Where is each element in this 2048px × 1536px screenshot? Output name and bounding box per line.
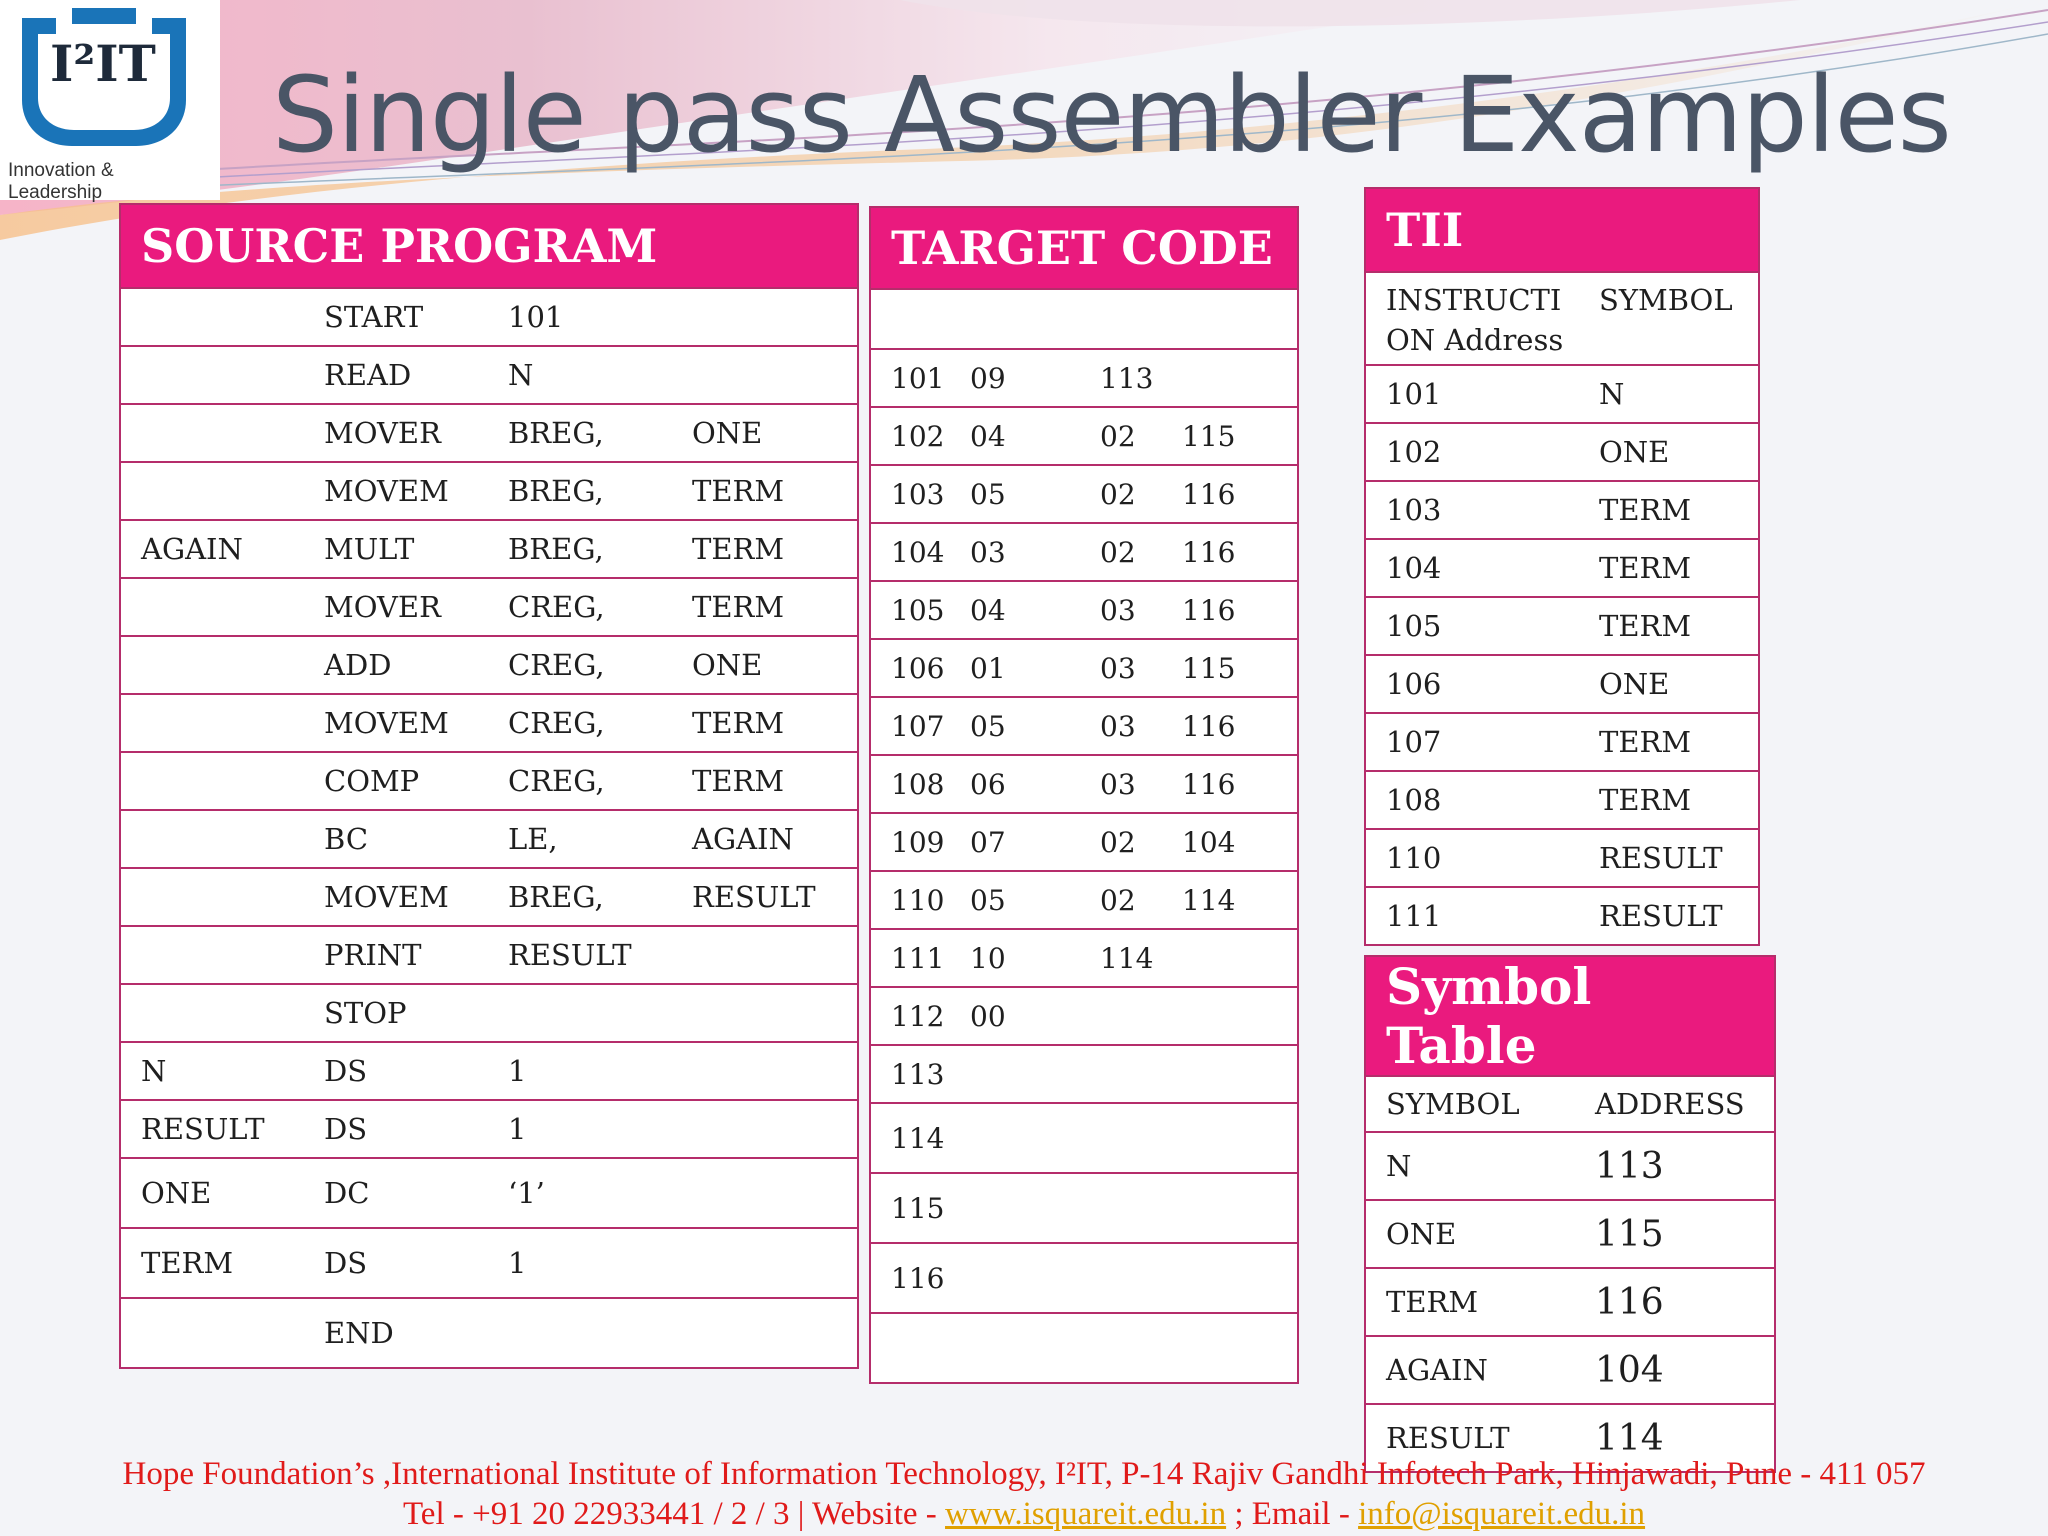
tii-row — [1365, 539, 1759, 597]
tii-cell: TERM — [1579, 539, 1759, 597]
target-code-cell: 02 — [1100, 523, 1182, 581]
source-program-cell — [120, 1298, 304, 1368]
target-code-cell — [1182, 929, 1298, 987]
source-program-cell: ONE — [672, 636, 858, 694]
target-code-cell: 110 — [870, 871, 970, 929]
target-code-cell: 03 — [1100, 755, 1182, 813]
symbol-table-col-symbol: SYMBOL — [1365, 1076, 1587, 1132]
target-code-cell: 02 — [1100, 407, 1182, 465]
target-code-cell: 116 — [1182, 755, 1298, 813]
tii-cell: 104 — [1365, 539, 1579, 597]
tii-cell: 101 — [1365, 365, 1579, 423]
target-code-table — [869, 206, 1299, 1384]
source-program-cell: TERM — [672, 520, 858, 578]
target-code-cell — [970, 1243, 1100, 1313]
source-program-table — [119, 203, 859, 1369]
target-code-cell: 07 — [970, 813, 1100, 871]
target-code-cell — [1100, 1045, 1182, 1103]
target-code-row — [870, 813, 1298, 871]
source-program-cell: 1 — [488, 1042, 672, 1100]
target-code-cell — [970, 1045, 1100, 1103]
target-code-cell: 116 — [1182, 581, 1298, 639]
source-program-cell: LE, — [488, 810, 672, 868]
source-program-body — [120, 288, 858, 1368]
target-code-cell: 116 — [1182, 465, 1298, 523]
target-code-row — [870, 465, 1298, 523]
tii-cell: 103 — [1365, 481, 1579, 539]
source-program-cell: ‘1’ — [488, 1158, 672, 1228]
target-code-cell: 108 — [870, 755, 970, 813]
target-code-cell: 05 — [970, 697, 1100, 755]
tii-cell: ONE — [1579, 423, 1759, 481]
target-code-cell: 115 — [870, 1173, 970, 1243]
target-code-cell: 116 — [1182, 523, 1298, 581]
tii-cell: 105 — [1365, 597, 1579, 655]
source-program-cell: BREG, — [488, 868, 672, 926]
target-code-row — [870, 987, 1298, 1045]
source-program-cell: BREG, — [488, 404, 672, 462]
target-code-cell — [870, 289, 970, 349]
target-code-cell — [1182, 1313, 1298, 1383]
target-code-cell: 02 — [1100, 465, 1182, 523]
symbol-table-row — [1365, 1336, 1775, 1404]
source-program-cell: TERM — [120, 1228, 304, 1298]
source-program-cell — [672, 1100, 858, 1158]
source-program-row — [120, 868, 858, 926]
source-program-cell — [120, 404, 304, 462]
tii-cell: 108 — [1365, 771, 1579, 829]
source-program-row — [120, 752, 858, 810]
source-program-row — [120, 1042, 858, 1100]
target-code-cell: 112 — [870, 987, 970, 1045]
target-code-cell — [1100, 289, 1182, 349]
tii-cell: 111 — [1365, 887, 1579, 945]
source-program-row — [120, 404, 858, 462]
tii-row — [1365, 887, 1759, 945]
source-program-cell: END — [304, 1298, 488, 1368]
source-program-cell: MOVEM — [304, 868, 488, 926]
tii-row — [1365, 481, 1759, 539]
target-code-cell: 01 — [970, 639, 1100, 697]
source-program-cell: 101 — [488, 288, 672, 346]
source-program-row — [120, 636, 858, 694]
tii-row — [1365, 365, 1759, 423]
source-program-cell: RESULT — [488, 926, 672, 984]
source-program-cell: TERM — [672, 694, 858, 752]
source-program-cell: BC — [304, 810, 488, 868]
tii-header: TII — [1365, 188, 1759, 272]
target-code-row — [870, 755, 1298, 813]
footer-tel: Tel - +91 20 22933441 / 2 / 3 | Website - — [402, 1496, 946, 1532]
source-program-cell — [672, 346, 858, 404]
source-program-cell: 1 — [488, 1228, 672, 1298]
target-code-cell: 113 — [1100, 349, 1182, 407]
source-program-cell: TERM — [672, 752, 858, 810]
target-code-cell: 115 — [1182, 407, 1298, 465]
target-code-row — [870, 407, 1298, 465]
tii-cell: N — [1579, 365, 1759, 423]
source-program-cell: MOVER — [304, 578, 488, 636]
tii-col-symbol: SYMBOL — [1579, 272, 1759, 365]
target-code-cell: 113 — [870, 1045, 970, 1103]
source-program-cell: MULT — [304, 520, 488, 578]
source-program-cell: TERM — [672, 578, 858, 636]
symbol-table-row — [1365, 1200, 1775, 1268]
source-program-cell — [488, 1298, 672, 1368]
source-program-cell: 1 — [488, 1100, 672, 1158]
target-code-row — [870, 289, 1298, 349]
source-program-row — [120, 346, 858, 404]
source-program-cell — [120, 868, 304, 926]
target-code-cell: 06 — [970, 755, 1100, 813]
source-program-cell: ONE — [672, 404, 858, 462]
target-code-row — [870, 929, 1298, 987]
target-code-cell — [1182, 289, 1298, 349]
target-code-row — [870, 1243, 1298, 1313]
target-code-cell: 104 — [870, 523, 970, 581]
source-program-cell: BREG, — [488, 520, 672, 578]
tii-row — [1365, 829, 1759, 887]
target-code-cell: 116 — [870, 1243, 970, 1313]
source-program-cell — [488, 984, 672, 1042]
symbol-table-row — [1365, 1268, 1775, 1336]
source-program-row — [120, 578, 858, 636]
target-code-row — [870, 1045, 1298, 1103]
footer-website-link[interactable]: www.isquareit.edu.in — [945, 1496, 1227, 1532]
source-program-cell — [120, 578, 304, 636]
target-code-cell: 111 — [870, 929, 970, 987]
target-code-row — [870, 349, 1298, 407]
target-code-cell: 109 — [870, 813, 970, 871]
source-program-header: SOURCE PROGRAM — [120, 204, 858, 288]
target-code-cell — [1182, 987, 1298, 1045]
footer-email-prefix: ; Email - — [1226, 1496, 1359, 1532]
source-program-cell — [672, 926, 858, 984]
target-code-cell — [970, 1103, 1100, 1173]
source-program-cell: COMP — [304, 752, 488, 810]
source-program-row — [120, 462, 858, 520]
source-program-cell — [672, 1158, 858, 1228]
tii-table — [1364, 187, 1760, 946]
footer-email-link[interactable]: info@isquareit.edu.in — [1358, 1496, 1646, 1532]
target-code-row — [870, 523, 1298, 581]
footer-contact — [0, 1496, 2048, 1533]
source-program-row — [120, 520, 858, 578]
target-code-cell: 09 — [970, 349, 1100, 407]
source-program-row — [120, 810, 858, 868]
target-code-cell — [970, 289, 1100, 349]
slide-title: Single pass Assembler Examples — [272, 54, 1951, 176]
source-program-cell — [120, 984, 304, 1042]
symbol-table-cell: RESULT — [1365, 1404, 1587, 1472]
tii-body — [1365, 272, 1759, 945]
target-code-cell — [1100, 1313, 1182, 1383]
source-program-cell: CREG, — [488, 752, 672, 810]
target-code-cell: 03 — [1100, 639, 1182, 697]
tii-cell: 110 — [1365, 829, 1579, 887]
symbol-table-cell: 104 — [1587, 1336, 1775, 1404]
target-code-cell — [1100, 1173, 1182, 1243]
target-code-cell: 107 — [870, 697, 970, 755]
target-code-row — [870, 581, 1298, 639]
tii-row — [1365, 713, 1759, 771]
source-program-cell: DS — [304, 1042, 488, 1100]
source-program-cell: ADD — [304, 636, 488, 694]
source-program-cell — [672, 288, 858, 346]
tii-cell: ONE — [1579, 655, 1759, 713]
logo-mark-text: I²IT — [50, 34, 156, 93]
target-code-cell: 03 — [1100, 697, 1182, 755]
symbol-table-cell: 114 — [1587, 1404, 1775, 1472]
target-code-cell: 101 — [870, 349, 970, 407]
target-code-cell — [1182, 1045, 1298, 1103]
target-code-cell: 00 — [970, 987, 1100, 1045]
source-program-row — [120, 984, 858, 1042]
tii-cell: 107 — [1365, 713, 1579, 771]
target-code-cell: 104 — [1182, 813, 1298, 871]
tii-cell: 106 — [1365, 655, 1579, 713]
source-program-cell — [120, 926, 304, 984]
source-program-cell — [120, 346, 304, 404]
source-program-cell: MOVEM — [304, 694, 488, 752]
symbol-table — [1364, 955, 1776, 1473]
source-program-cell — [120, 694, 304, 752]
tii-row — [1365, 655, 1759, 713]
target-code-cell: 116 — [1182, 697, 1298, 755]
target-code-cell — [970, 1173, 1100, 1243]
source-program-cell — [672, 984, 858, 1042]
symbol-table-cell: 115 — [1587, 1200, 1775, 1268]
source-program-row — [120, 288, 858, 346]
logo — [0, 0, 220, 203]
tii-cell: TERM — [1579, 771, 1759, 829]
source-program-cell: CREG, — [488, 694, 672, 752]
target-code-cell — [1100, 987, 1182, 1045]
source-program-cell — [672, 1228, 858, 1298]
target-code-cell: 114 — [1100, 929, 1182, 987]
tii-cell: 102 — [1365, 423, 1579, 481]
target-code-cell: 115 — [1182, 639, 1298, 697]
symbol-table-cell: TERM — [1365, 1268, 1587, 1336]
target-code-cell: 106 — [870, 639, 970, 697]
target-code-cell — [1182, 1173, 1298, 1243]
source-program-cell: RESULT — [672, 868, 858, 926]
tii-cell: TERM — [1579, 597, 1759, 655]
source-program-row — [120, 1100, 858, 1158]
source-program-cell: AGAIN — [120, 520, 304, 578]
source-program-cell: AGAIN — [672, 810, 858, 868]
target-code-row — [870, 697, 1298, 755]
symbol-table-row — [1365, 1132, 1775, 1200]
tii-row — [1365, 771, 1759, 829]
source-program-cell: MOVEM — [304, 462, 488, 520]
source-program-cell — [120, 636, 304, 694]
source-program-cell: N — [120, 1042, 304, 1100]
tii-row — [1365, 597, 1759, 655]
source-program-cell — [672, 1042, 858, 1100]
target-code-cell: 103 — [870, 465, 970, 523]
source-program-cell: PRINT — [304, 926, 488, 984]
tii-cell: RESULT — [1579, 829, 1759, 887]
target-code-cell: 04 — [970, 407, 1100, 465]
target-code-row — [870, 1313, 1298, 1383]
source-program-row — [120, 694, 858, 752]
source-program-row — [120, 926, 858, 984]
source-program-cell: STOP — [304, 984, 488, 1042]
target-code-cell — [1182, 349, 1298, 407]
target-code-cell: 102 — [870, 407, 970, 465]
target-code-cell: 10 — [970, 929, 1100, 987]
source-program-cell: READ — [304, 346, 488, 404]
target-code-row — [870, 1103, 1298, 1173]
target-code-cell — [1182, 1243, 1298, 1313]
source-program-cell: CREG, — [488, 636, 672, 694]
source-program-cell — [120, 288, 304, 346]
symbol-table-cell: 113 — [1587, 1132, 1775, 1200]
target-code-cell: 114 — [1182, 871, 1298, 929]
source-program-cell — [672, 1298, 858, 1368]
symbol-table-cell: ONE — [1365, 1200, 1587, 1268]
tii-row — [1365, 423, 1759, 481]
logo-tagline: Innovation & Leadership — [8, 160, 114, 203]
source-program-cell — [120, 752, 304, 810]
source-program-cell — [120, 810, 304, 868]
target-code-cell — [970, 1313, 1100, 1383]
source-program-cell: MOVER — [304, 404, 488, 462]
source-program-cell: DS — [304, 1228, 488, 1298]
target-code-cell: 02 — [1100, 871, 1182, 929]
target-code-cell: 114 — [870, 1103, 970, 1173]
symbol-table-header: Symbol Table — [1365, 956, 1775, 1076]
source-program-cell: N — [488, 346, 672, 404]
target-code-cell: 03 — [1100, 581, 1182, 639]
target-code-body — [870, 289, 1298, 1383]
target-code-cell — [1100, 1243, 1182, 1313]
target-code-row — [870, 639, 1298, 697]
source-program-cell: DC — [304, 1158, 488, 1228]
source-program-cell: TERM — [672, 462, 858, 520]
target-code-header: TARGET CODE — [870, 207, 1298, 289]
source-program-cell: ONE — [120, 1158, 304, 1228]
source-program-cell: DS — [304, 1100, 488, 1158]
target-code-cell: 105 — [870, 581, 970, 639]
tii-cell: TERM — [1579, 481, 1759, 539]
target-code-cell: 02 — [1100, 813, 1182, 871]
source-program-cell — [120, 462, 304, 520]
source-program-row — [120, 1228, 858, 1298]
symbol-table-cell: N — [1365, 1132, 1587, 1200]
target-code-cell — [870, 1313, 970, 1383]
source-program-cell: RESULT — [120, 1100, 304, 1158]
target-code-row — [870, 1173, 1298, 1243]
source-program-row — [120, 1298, 858, 1368]
tii-cell: RESULT — [1579, 887, 1759, 945]
source-program-cell: CREG, — [488, 578, 672, 636]
target-code-cell: 05 — [970, 465, 1100, 523]
target-code-cell — [1182, 1103, 1298, 1173]
source-program-cell: BREG, — [488, 462, 672, 520]
symbol-table-col-address: ADDRESS — [1587, 1076, 1775, 1132]
symbol-table-body — [1365, 1076, 1775, 1472]
tii-col-instruction-address: INSTRUCTI ON Address — [1365, 272, 1579, 365]
target-code-cell: 05 — [970, 871, 1100, 929]
target-code-cell: 03 — [970, 523, 1100, 581]
target-code-cell: 04 — [970, 581, 1100, 639]
symbol-table-cell: 116 — [1587, 1268, 1775, 1336]
target-code-cell — [1100, 1103, 1182, 1173]
symbol-table-cell: AGAIN — [1365, 1336, 1587, 1404]
target-code-row — [870, 871, 1298, 929]
source-program-cell: START — [304, 288, 488, 346]
footer-address: Hope Foundation’s ,International Institute of Information Technology, I²IT, P-14 Rajiv Gandhi Infotech Park, Hinjawadi, Pune - 411 057 — [122, 1456, 1926, 1492]
source-program-row — [120, 1158, 858, 1228]
tii-cell: TERM — [1579, 713, 1759, 771]
